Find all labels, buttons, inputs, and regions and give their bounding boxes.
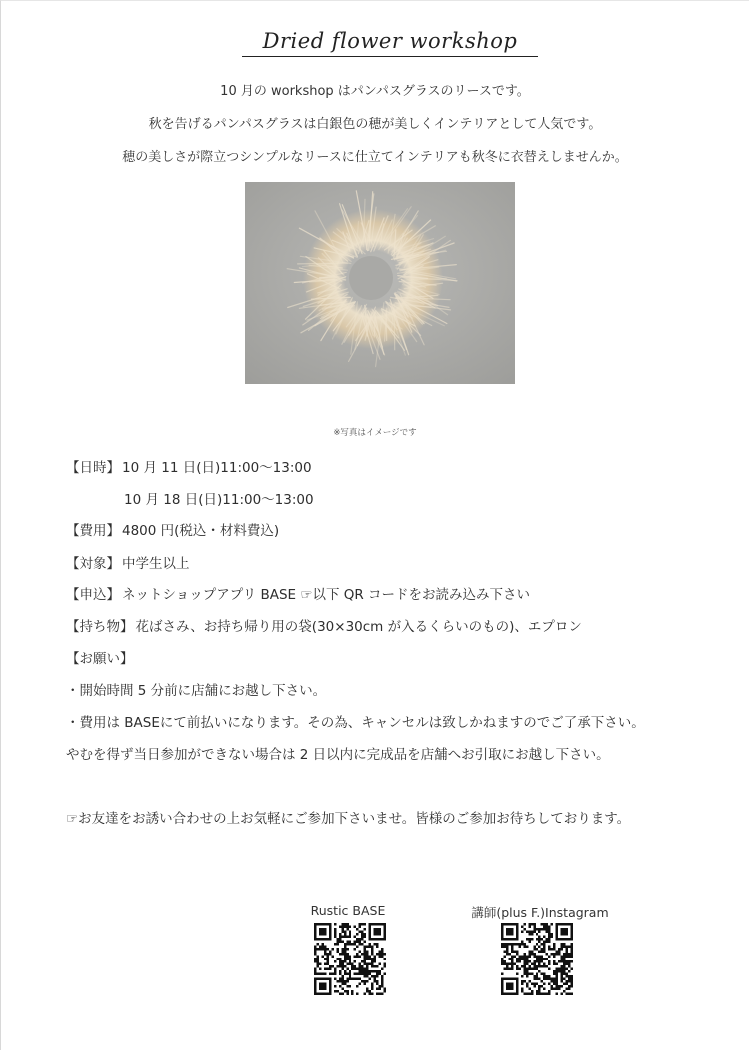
bring-row: [66, 615, 582, 635]
apply-label: 【申込】: [66, 587, 120, 603]
request-heading: 【お願い】: [66, 651, 134, 667]
intro-line-1: 10 月の workshop はパンパスグラスのリースです。: [220, 84, 530, 99]
wreath-photo: [245, 182, 515, 384]
apply-value: ネットショップアプリ BASE ☞以下 QR コードをお読み込み下さい: [122, 587, 531, 603]
fee-value: 4800 円(税込・材料費込): [122, 523, 280, 539]
bring-value: 花ばさみ、お持ち帰り用の袋(30×30cm が入るくらいのもの)、エプロン: [135, 619, 582, 635]
request-line-3: やむを得ず当日参加ができない場合は 2 日以内に完成品を店舗へお引取にお越し下さい。: [66, 747, 610, 763]
fee-label: 【費用】: [66, 523, 120, 539]
date-row-2: [124, 488, 314, 508]
intro-line-3: 穂の美しさが際立つシンプルなリースに仕立てインテリアも秋冬に衣替えしませんか。: [122, 150, 628, 165]
apply-row: [66, 583, 530, 603]
bring-label: 【持ち物】: [66, 619, 134, 635]
fee-row: [66, 519, 279, 539]
qr-code-instagram[interactable]: [501, 923, 573, 995]
target-value: 中学生以上: [122, 556, 190, 572]
date-value-1: 10 月 11 日(日)11:00～13:00: [122, 460, 312, 476]
target-label: 【対象】: [66, 556, 120, 572]
qr-label-instagram: 講師(plus F.)Instagram: [471, 905, 609, 920]
request-line-1: ・開始時間 5 分前に店舗にお越し下さい。: [66, 683, 327, 699]
page-title: Dried flower workshop: [242, 28, 538, 57]
intro-line-2: 秋を告げるパンパスグラスは白銀色の穂が美しくインテリアとして人気です。: [148, 117, 602, 132]
qr-label-rustic-base: Rustic BASE: [310, 903, 386, 918]
request-line-2: ・費用は BASEにて前払いになります。その為、キャンセルは致しかねますのでご了承下さい。: [66, 715, 645, 731]
date-value-2: 10 月 18 日(日)11:00～13:00: [124, 492, 314, 508]
qr-code-rustic-base[interactable]: [314, 923, 386, 995]
photo-caption: ※写真はイメージです: [333, 428, 417, 438]
date-label: 【日時】: [66, 460, 120, 476]
date-row-1: [66, 456, 312, 476]
target-row: [66, 552, 190, 572]
closing-text: ☞お友達をお誘い合わせの上お気軽にご参加下さいませ。皆様のご参加お待ちしております。: [66, 811, 631, 827]
